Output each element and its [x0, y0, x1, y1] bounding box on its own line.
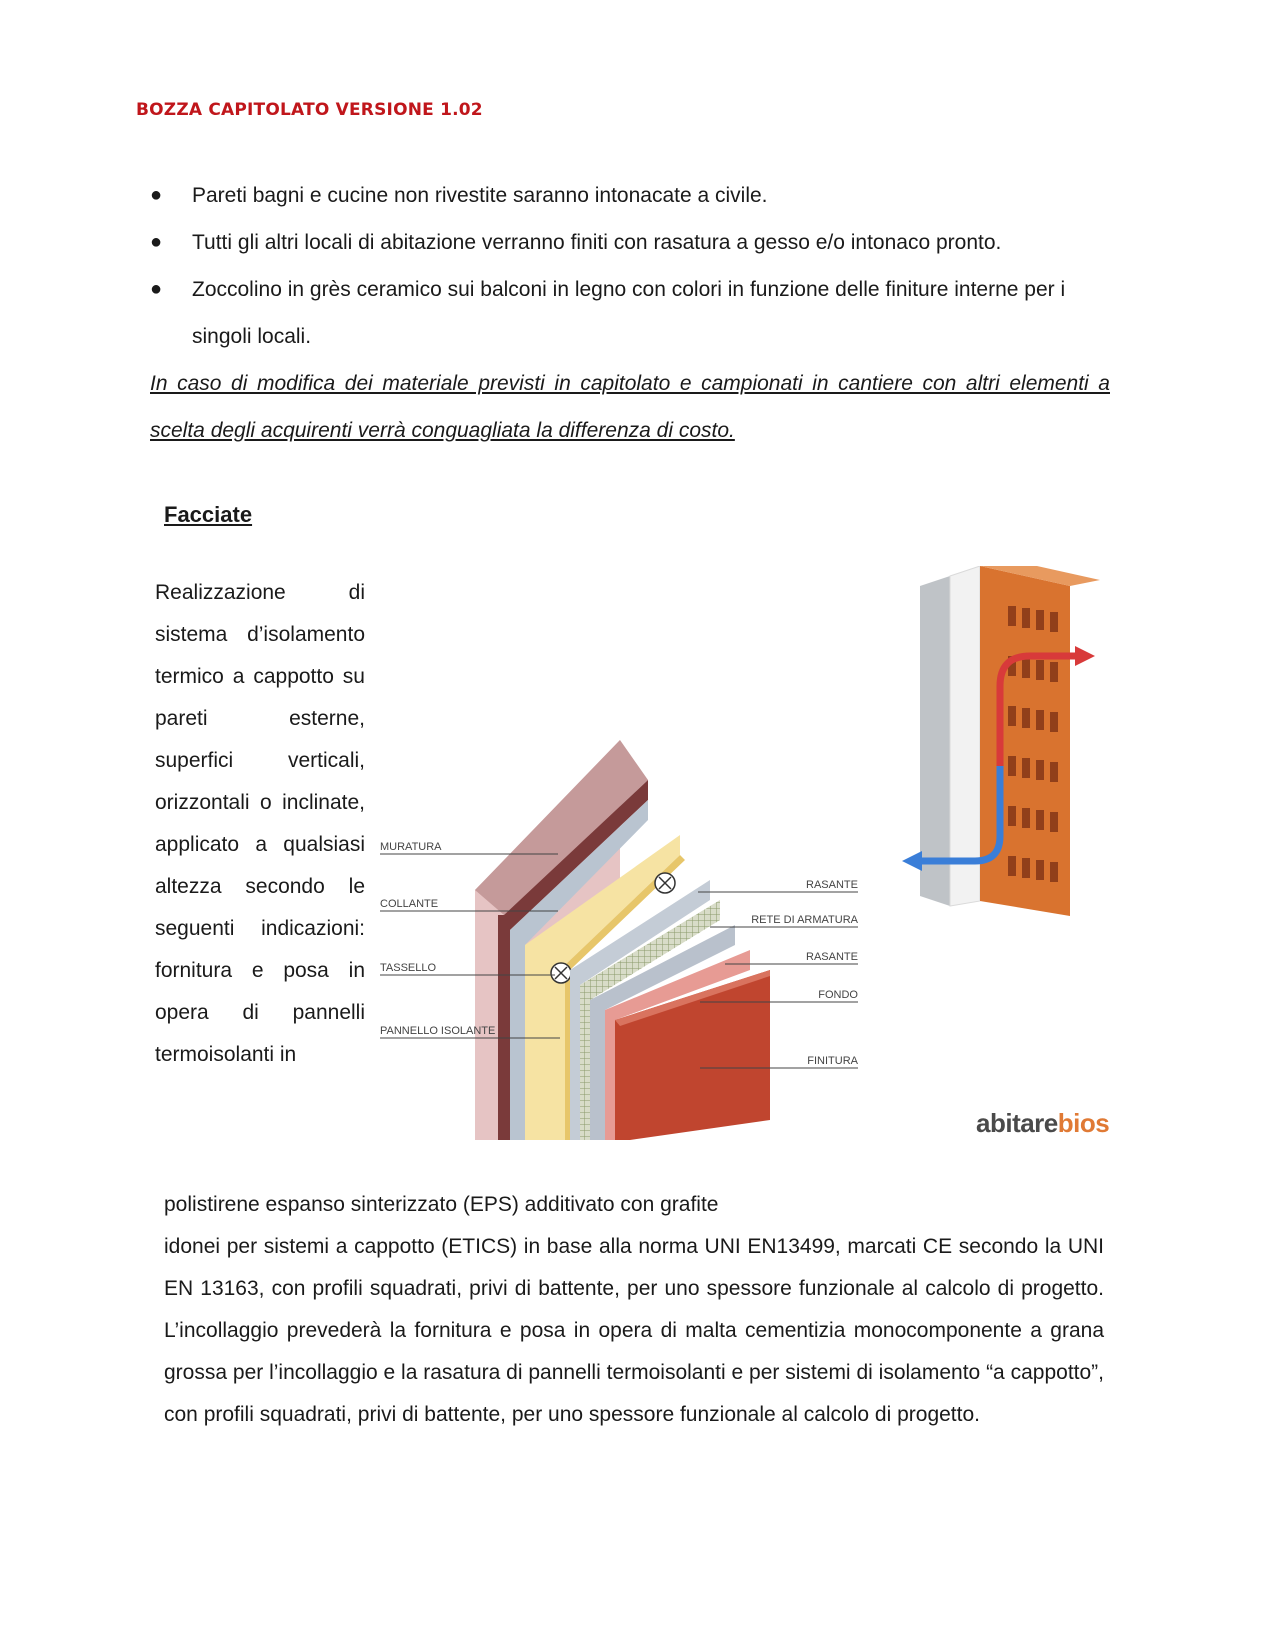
bullet-icon: ● — [150, 278, 163, 300]
label-rasante — [698, 879, 858, 892]
left-label: COLLANTE — [380, 898, 439, 910]
bullet-list — [148, 172, 1108, 360]
side-paragraph-2: fornitura e posa in opera di pannelli termoisolanti in — [155, 959, 365, 1066]
side-paragraph-1: Realizzazione di sistema d’isolamento termico a cappotto su pareti esterne, superfici verticali, orizzontali o inclinate, applicato a qualsiasi altezza secondo le seguenti indicazioni: — [155, 581, 365, 940]
document-header: BOZZA CAPITOLATO VERSIONE 1.02 — [136, 100, 483, 120]
etics-layer-diagram — [380, 740, 900, 1140]
right-label: RETE DI ARMATURA — [751, 914, 858, 926]
left-label: MURATURA — [380, 841, 442, 853]
label-rete-armatura — [710, 914, 859, 927]
bullet-icon: ● — [150, 184, 163, 206]
tassello-icon — [551, 963, 571, 983]
right-label: RASANTE — [806, 879, 858, 891]
left-label: TASSELLO — [380, 962, 437, 974]
bullet-icon: ● — [150, 231, 163, 253]
right-label: RASANTE — [806, 951, 858, 963]
body-line-1: polistirene espanso sinterizzato (EPS) additivato con grafite — [164, 1193, 719, 1216]
list-item: ● Tutti gli altri locali di abitazione verranno finiti con rasatura a gesso e/o intonaco pronto. — [148, 219, 1108, 266]
right-label: FONDO — [818, 989, 858, 1001]
list-item: ● Pareti bagni e cucine non rivestite saranno intonacate a civile. — [148, 172, 1108, 219]
cost-note: In caso di modifica dei materiale previsti in capitolato e campionati in cantiere con altri elementi a scelta degli acquirenti verrà conguagliata la differenza di costo. — [150, 372, 1110, 442]
body-paragraph-text: idonei per sistemi a cappotto (ETICS) in base alla norma UNI EN13499, marcati CE secondo la UNI EN 13163, con profili squadrati, privi di battente, per uno spessore funzionale al calcolo di progetto. L’incollaggio prevederà la fornitura e posa in opera di malta cementizia monocomponente a grana grossa per l’incollaggio e la rasatura di pannelli termoisolanti e per sistemi di isolamento “a cappotto”, con profili squadrati, privi di battente, per uno spessore funzionale al calcolo di progetto. — [164, 1235, 1104, 1426]
list-item: ● Zoccolino in grès ceramico sui balconi in legno con colori in funzione delle finiture interne per i singoli locali. — [148, 266, 1108, 360]
body-paragraph — [164, 1184, 1104, 1436]
brick-wall-illustration — [900, 566, 1100, 916]
side-paragraph — [155, 572, 365, 1076]
left-label: PANNELLO ISOLANTE — [380, 1025, 496, 1037]
right-label: FINITURA — [807, 1055, 858, 1067]
abitarebios-logo: abitarebios — [976, 1108, 1110, 1138]
section-title: Facciate — [164, 502, 253, 527]
tassello-icon — [655, 873, 675, 893]
